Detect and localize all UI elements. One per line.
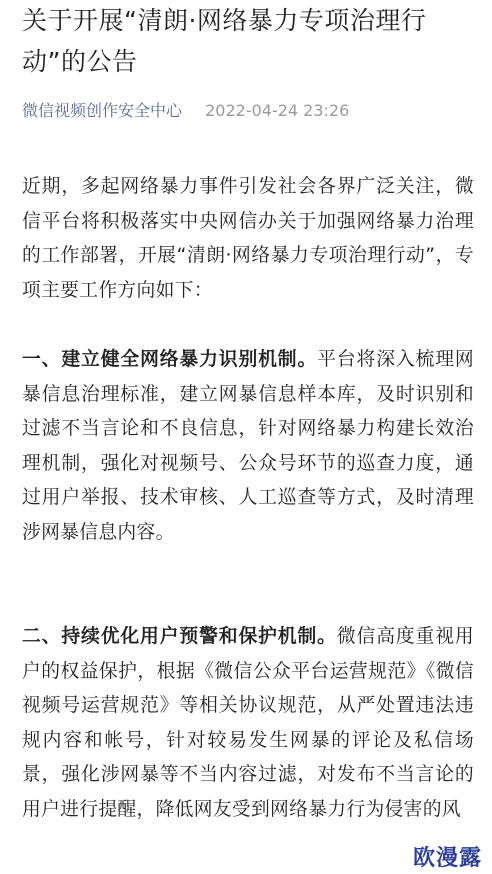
paragraph-heading: 一、建立健全网络暴力识别机制。 [22,349,318,370]
article-title: 关于开展“清朗·网络暴力专项治理行动”的公告 [22,6,427,76]
paragraph-heading: 二、持续优化用户预警和保护机制。 [22,626,337,647]
paragraph-intro [22,170,474,308]
article-meta [22,100,482,122]
paragraph-text: 近期，多起网络暴力事件引发社会各界广泛关注，微信平台将积极落实中央网信办关于加强网络暴力治理的工作部署，开展“清朗·网络暴力专项治理行动”，专项主要工作方向如下： [22,176,474,301]
publish-time: 2022-04-24 23:26 [205,101,350,120]
watermark: 欧漫露 [411,841,484,872]
paragraph-section-2 [22,620,474,828]
account-name-link[interactable]: 微信视频创作安全中心 [22,101,183,120]
paragraph-text: 平台将深入梳理网暴信息治理标准，建立网暴信息样本库，及时识别和过滤不当言论和不良信息，针对网络暴力构建长效治理机制，强化对视频号、公众号环节的巡查力度，通过用户举报、技术审核、人工巡查等方式，及时清理涉网暴信息内容。 [22,349,474,543]
paragraph-text: 微信高度重视用户的权益保护，根据《微信公众平台运营规范》《微信视频号运营规范》等相关协议规范，从严处置违法违规内容和帐号，针对较易发生网暴的评论及私信场景，强化涉网暴等不当内容过滤，对发布不当言论的用户进行提醒，降低网友受到网络暴力行为侵害的风 [22,626,474,820]
paragraph-section-1 [22,343,474,551]
